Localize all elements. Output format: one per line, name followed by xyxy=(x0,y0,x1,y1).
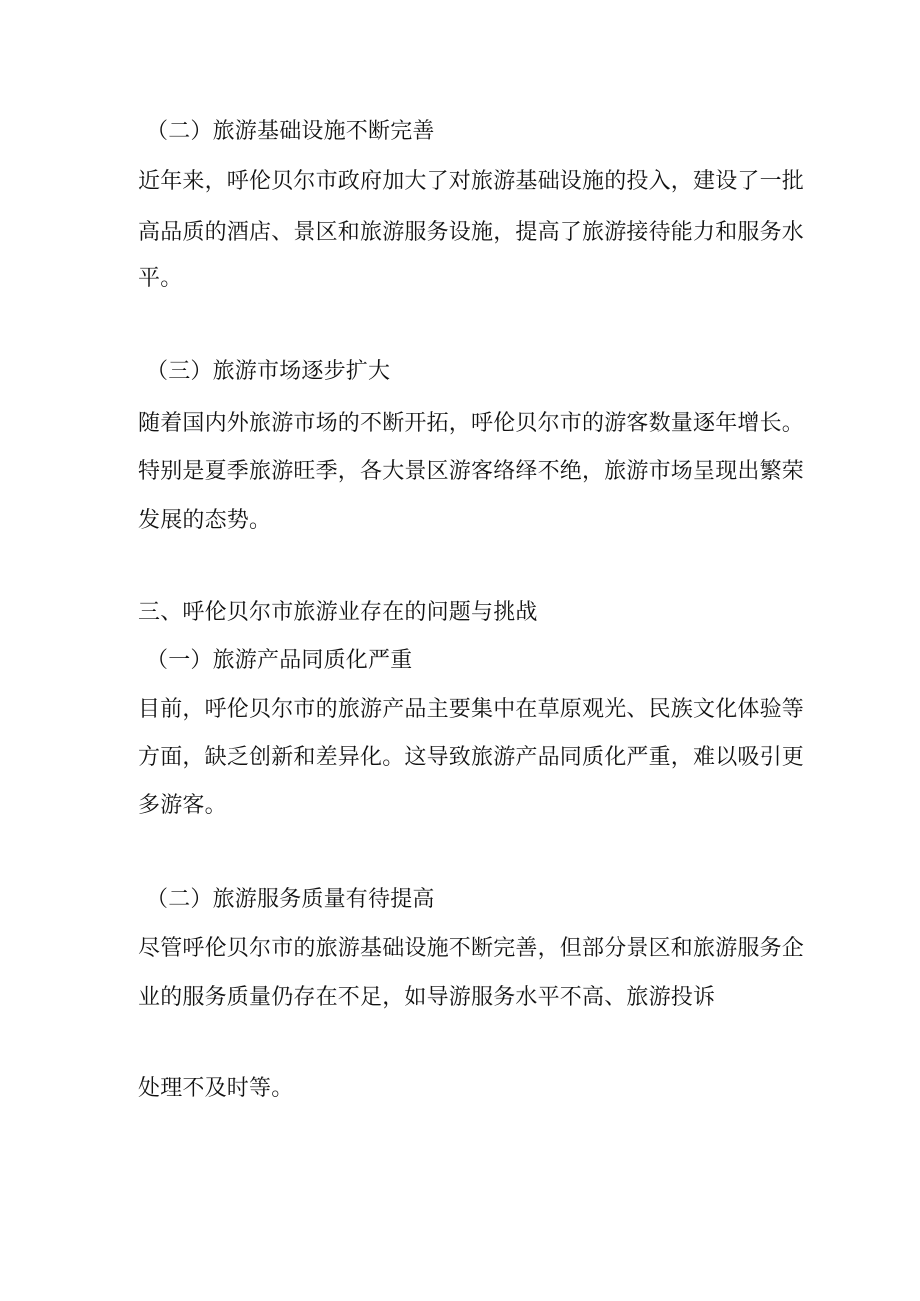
paragraph-line: 方面，缺乏创新和差异化。这导致旅游产品同质化严重，难以吸引更 xyxy=(138,745,805,770)
paragraph-line: 高品质的酒店、景区和旅游服务设施，提高了旅游接待能力和服务水 xyxy=(138,220,805,245)
paragraph-line: 目前，呼伦贝尔市的旅游产品主要集中在草原观光、民族文化体验等 xyxy=(138,697,805,722)
paragraph-line: 近年来，呼伦贝尔市政府加大了对旅游基础设施的投入，建设了一批 xyxy=(138,169,805,194)
paragraph-line: 平。 xyxy=(138,266,183,291)
section-heading-market: （三）旅游市场逐步扩大 xyxy=(146,359,391,384)
paragraph-line: 尽管呼伦贝尔市的旅游基础设施不断完善，但部分景区和旅游服务企 xyxy=(138,936,805,961)
paragraph-line: 处理不及时等。 xyxy=(138,1076,294,1101)
section-heading-infrastructure: （二）旅游基础设施不断完善 xyxy=(146,119,435,144)
section-heading-homogeneity: （一）旅游产品同质化严重 xyxy=(146,648,413,673)
paragraph-line: 随着国内外旅游市场的不断开拓，呼伦贝尔市的游客数量逐年增长。 xyxy=(138,411,805,436)
paragraph-line: 业的服务质量仍存在不足，如导游服务水平不高、旅游投诉 xyxy=(138,985,716,1010)
section-heading-service-quality: （二）旅游服务质量有待提高 xyxy=(146,887,435,912)
paragraph-line: 发展的态势。 xyxy=(138,508,272,533)
paragraph-line: 特别是夏季旅游旺季，各大景区游客络绎不绝，旅游市场呈现出繁荣 xyxy=(138,459,805,484)
paragraph-line: 多游客。 xyxy=(138,793,227,818)
chapter-title: 三、呼伦贝尔市旅游业存在的问题与挑战 xyxy=(138,600,538,625)
